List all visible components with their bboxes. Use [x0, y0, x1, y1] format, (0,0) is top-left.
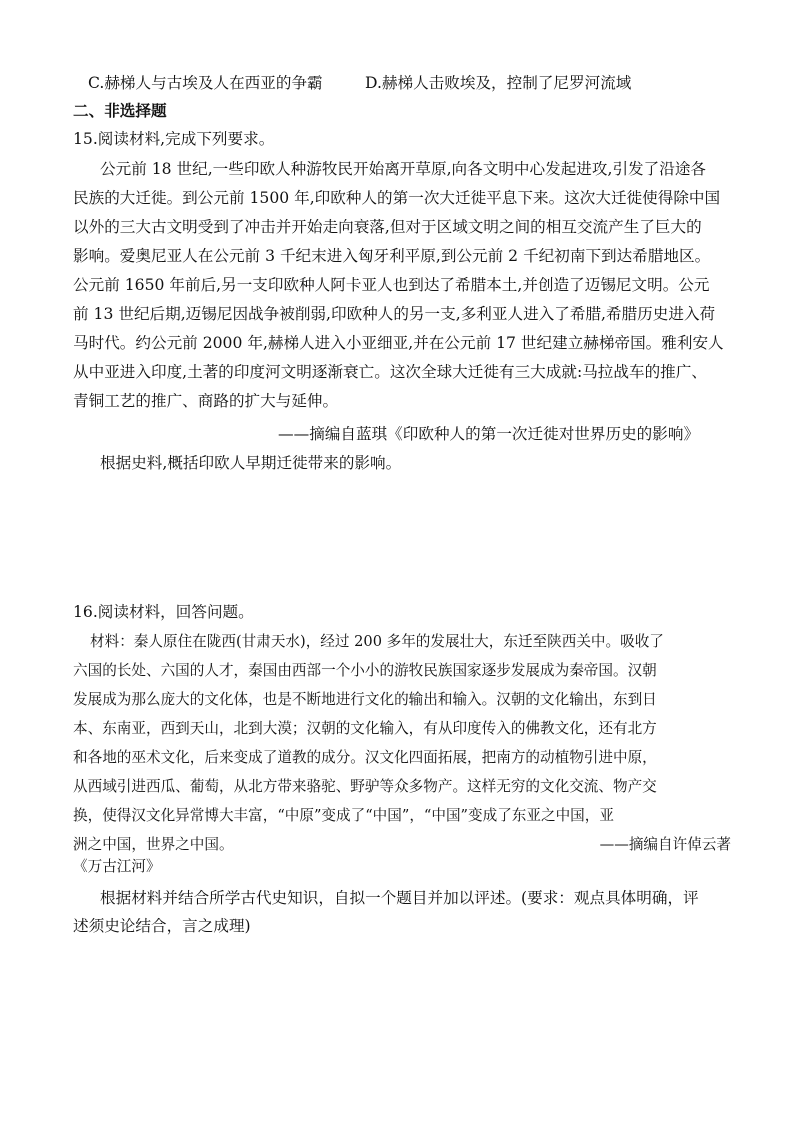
q16-material-end: 洲之中国，世界之中国。 [73, 836, 234, 853]
q16-source-author: ——摘编自许倬云著 [599, 836, 731, 853]
q16-material-line: 从西域引进西瓜、葡萄，从北方带来骆驼、野驴等众多物产。这样无穷的文化交流、物产交 [73, 778, 657, 795]
q15-paragraph-line: 青铜工艺的推广、商路的扩大与延伸。 [73, 392, 339, 410]
q15-task: 根据史料,概括印欧人早期迁徙带来的影响。 [100, 454, 402, 472]
q15-paragraph-line: 公元前 18 世纪,一些印欧人种游牧民开始离开草原,向各文明中心发起进攻,引发了沿途各 [100, 160, 707, 178]
q16-task-line: 根据材料并结合所学古代史知识，自拟一个题目并加以评述。(要求：观点具体明确，评 [100, 889, 699, 907]
q15-paragraph-line: 从中亚进入印度,土著的印度河文明逐渐衰亡。这次全球大迁徙有三大成就:马拉战车的推广、 [73, 363, 707, 381]
q16-material-line: 材料：秦人原住在陇西(甘肃天水)，经过 200 多年的发展壮大，东迁至陕西关中。吸收了 [90, 633, 664, 650]
q15-paragraph-line: 公元前 1650 年前后,另一支印欧种人阿卡亚人也到达了希腊本土,并创造了迈锡尼文明。公元 [73, 276, 710, 294]
section-heading: 二、非选择题 [73, 101, 167, 120]
option-row [88, 73, 632, 93]
q16-material-line: 换，使得汉文化异常博大丰富，“中原”变成了“中国”，“中国”变成了东亚之中国，亚 [73, 807, 614, 824]
q15-source: ——摘编自蓝琪《印欧种人的第一次迁徙对世界历史的影响》 [278, 425, 700, 443]
q16-material-line: 六国的长处、六国的人才，秦国由西部一个小小的游牧民族国家逐步发展成为秦帝国。汉朝 [73, 662, 657, 679]
q15-paragraph-line: 以外的三大古文明受到了冲击并开始走向衰落,但对于区域文明之间的相互交流产生了巨大的 [73, 218, 702, 236]
q16-material-line: 本、东南亚，西到天山，北到大漠；汉朝的文化输入，有从印度传入的佛教文化，还有北方 [73, 720, 657, 737]
q16-source-book: 《万古江河》 [73, 858, 161, 875]
q15-paragraph-line: 影响。爱奥尼亚人在公元前 3 千纪末进入匈牙利平原,到公元前 2 千纪初南下到达希腊地区。 [73, 247, 711, 265]
q16-prompt: 16.阅读材料，回答问题。 [73, 603, 254, 621]
option-d: D.赫梯人击败埃及，控制了尼罗河流域 [365, 74, 632, 92]
q16-task-line: 述须史论结合，言之成理) [73, 917, 251, 935]
q16-last-line [73, 835, 731, 855]
q15-paragraph-line: 民族的大迁徙。到公元前 1500 年,印欧种人的第一次大迁徙平息下来。这次大迁徙使得除中国 [73, 189, 721, 207]
q15-paragraph-line: 前 13 世纪后期,迈锡尼因战争被削弱,印欧种人的另一支,多利亚人进入了希腊,希腊历史进入荷 [73, 305, 716, 323]
q15-paragraph-line: 马时代。约公元前 2000 年,赫梯人进入小亚细亚,并在公元前 17 世纪建立赫梯帝国。雅利安人 [73, 334, 724, 352]
q16-material-line: 发展成为那么庞大的文化体，也是不断地进行文化的输出和输入。汉朝的文化输出，东到日 [73, 691, 657, 708]
q15-prompt: 15.阅读材料,完成下列要求。 [73, 130, 275, 148]
q16-material-line: 和各地的巫术文化，后来变成了道教的成分。汉文化四面拓展，把南方的动植物引进中原， [73, 749, 657, 766]
option-c: C.赫梯人与古埃及人在西亚的争霸 [88, 74, 323, 92]
